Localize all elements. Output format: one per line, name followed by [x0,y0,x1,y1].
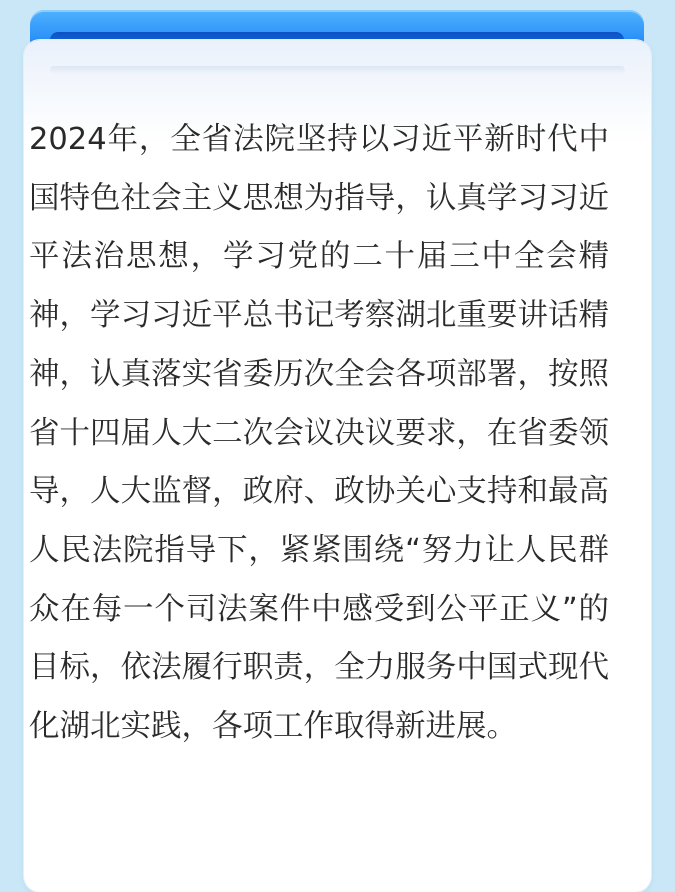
sheet-top-fold [50,66,625,74]
article-paragraph: 2024年，全省法院坚持以习近平新时代中国特色社会主义思想为指导，认真学习习近平法治思想，学习党的二十届三中全会精神，学习习近平总书记考察湖北重要讲话精神，认真落实省委历次全会各项部署，按照省十四届人大二次会议决议要求，在省委领导，人大监督，政府、政协关心支持和最高人民法院指导下，紧紧围绕“努力让人民群众在每一个司法案件中感受到公平正义”的目标，依法履行职责，全力服务中国式现代化湖北实践，各项工作取得新进展。 [29,122,609,745]
